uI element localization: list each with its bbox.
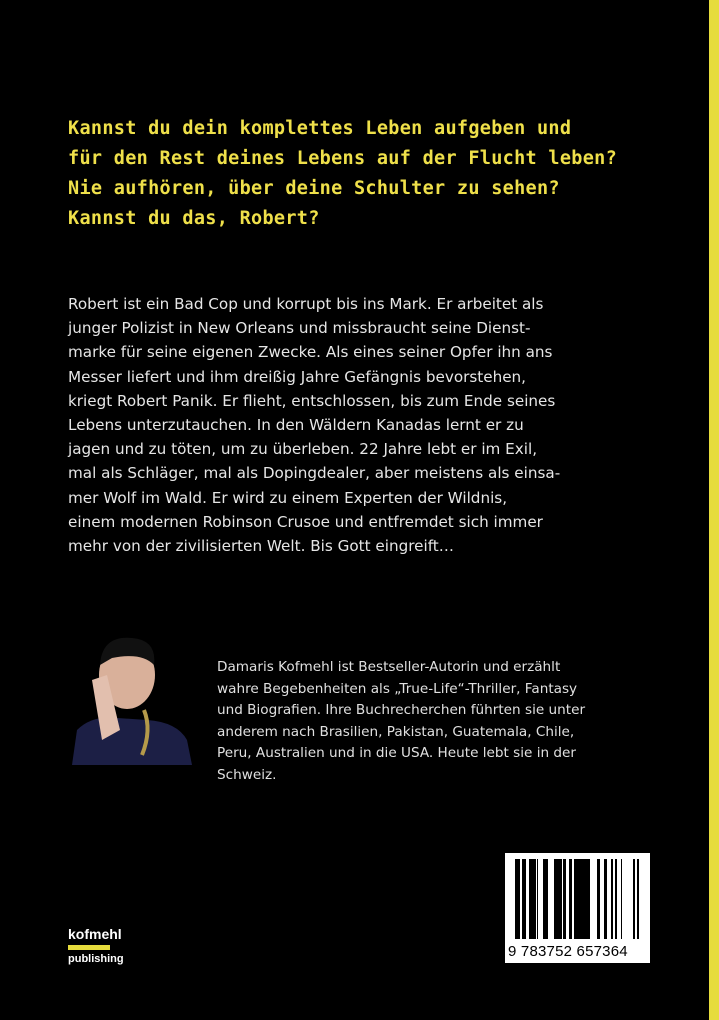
author-bio [217,657,585,787]
barcode-bar [554,859,556,939]
barcode-bar [621,859,622,939]
headline-line: Kannst du das, Robert? [68,208,320,229]
bio-line: Schweiz. [217,766,277,783]
barcode-bar [597,859,600,939]
barcode-bar [545,859,546,939]
barcode-bar [611,859,613,939]
barcode-bar [522,859,525,939]
barcode-bar [604,859,607,939]
logo-bar [68,945,110,950]
barcode-bar [519,859,520,939]
bio-line: anderem nach Brasilien, Pakistan, Guatemala, Chile, [217,723,575,740]
blurb-line: mal als Schläger, mal als Dopingdealer, aber meistens als einsa- [68,464,561,483]
barcode-bar [633,859,635,939]
barcode-bar [576,859,579,939]
barcode-bar [529,859,531,939]
barcode-bar [543,859,545,939]
barcode-bar [531,859,534,939]
blurb-line: jagen und zu töten, um zu überleben. 22 Jahre lebt er im Exil, [68,440,538,459]
publisher-logo [68,926,124,965]
barcode-bar [583,859,586,939]
author-photo [72,630,192,765]
barcode-bar [537,859,538,939]
publisher-sub: publishing [68,953,124,965]
blurb-line: kriegt Robert Panik. Er flieht, entschlossen, bis zum Ende seines [68,391,556,410]
headline-line: Kannst du dein komplettes Leben aufgeben und [68,118,572,139]
barcode-bar [574,859,576,939]
barcode-bar [579,859,582,939]
isbn-number: 9 783752 657364 [508,943,628,960]
bio-line: Peru, Australien und in die USA. Heute lebt sie in der [217,745,577,762]
headline-line: Nie aufhören, über deine Schulter zu sehen? [68,178,560,199]
blurb-line: Lebens unterzutauchen. In den Wäldern Kanadas lernt er zu [68,416,524,435]
barcode-bar [546,859,548,939]
blurb-line: Robert ist ein Bad Cop und korrupt bis ins Mark. Er arbeitet als [68,295,544,313]
bio-line: Damaris Kofmehl ist Bestseller-Autorin und erzählt [217,659,561,675]
isbn-barcode [505,853,650,963]
barcode-bar [534,859,536,939]
headline-line: für den Rest deines Lebens auf der Flucht leben? [68,148,618,169]
barcode-bar [569,859,572,939]
barcode-bar [556,859,559,939]
barcode-bar [638,859,639,939]
blurb-line: mer Wolf im Wald. Er wird zu einem Experten der Wildnis, [68,488,508,507]
barcode-bar [637,859,638,939]
blurb-line: marke für seine eigenen Zwecke. Als eines seiner Opfer ihn ans [68,343,553,362]
headline [68,114,617,234]
barcode-bar [582,859,583,939]
barcode-bar [616,859,617,939]
barcode-bar [615,859,616,939]
barcode-bar [588,859,590,939]
spine-edge-strip [709,0,719,1020]
barcode-bars [515,859,639,939]
blurb-line: mehr von der zivilisierten Welt. Bis Gott eingreift… [68,537,454,556]
barcode-bar [517,859,519,939]
bio-line: wahre Begebenheiten als „True-Life“-Thriller, Fantasy [217,680,578,697]
barcode-bar [515,859,517,939]
barcode-bar [559,859,562,939]
blurb-line: junger Polizist in New Orleans und missbraucht seine Dienst- [68,319,531,338]
blurb-line: einem modernen Robinson Crusoe und entfremdet sich immer [68,512,543,531]
barcode-bar [525,859,526,939]
barcode-bar [586,859,588,939]
bio-line: und Biografien. Ihre Buchrecherchen führten sie unter [217,702,586,719]
blurb-line: Messer liefert und ihm dreißig Jahre Gefängnis bevorstehen, [68,367,526,386]
barcode-bar [563,859,566,939]
publisher-name: kofmehl [68,926,122,942]
blurb [68,292,598,558]
